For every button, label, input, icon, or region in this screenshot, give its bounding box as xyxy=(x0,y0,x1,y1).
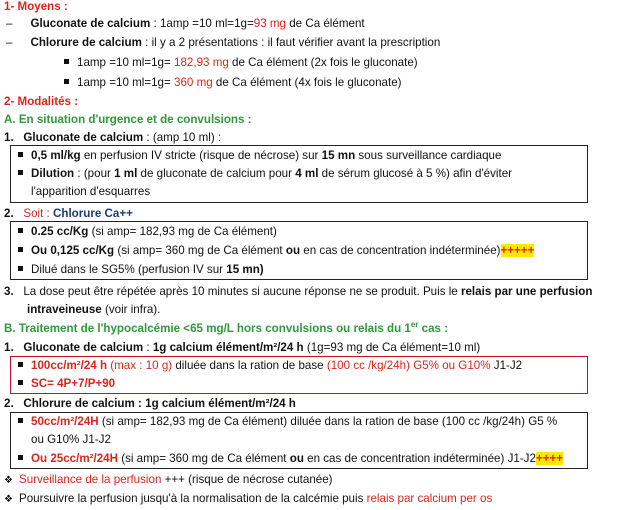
poursuivre-line: ❖ Poursuivre la perfusion jusqu'à la normalisation de la calcémie puis relais par calcium per os xyxy=(4,492,493,505)
b1-heading: 1. Gluconate de calcium : 1g calcium élément/m²/24 h (1g=93 mg de Ca élément=10 ml) xyxy=(4,341,481,354)
square-bullet-icon xyxy=(18,170,23,175)
dash-bullet: – xyxy=(6,36,13,49)
diamond-bullet-icon: ❖ xyxy=(4,494,13,505)
b1-bullet-1: 100cc/m²/24 h (max : 10 g) diluée dans la ration de base (100 cc /kg/24h) G5% ou G10% J1-J2 xyxy=(18,359,522,373)
a2-bullet-1: 0.25 cc/Kg (si amp= 182,93 mg de Ca élément) xyxy=(18,225,277,239)
section-b-title: B. Traitement de l'hypocalcémie <65 mg/L hors convulsions ou relais du 1er cas : xyxy=(4,320,449,335)
a3-line: 3. La dose peut être répétée après 10 minutes si aucune réponse ne se produit. Puis le relais par une perfusion xyxy=(4,285,593,298)
square-bullet-icon xyxy=(18,455,23,460)
b2-bullet-1-cont: ou G10% J1-J2 xyxy=(31,433,111,446)
a2-bullet-2: Ou 0,125 cc/Kg (si amp= 360 mg de Ca élément ou en cas de concentration indéterminée)+++++ xyxy=(18,244,534,258)
chlorure-presentation-2: 1amp =10 ml=1g= 360 mg de Ca élément (4x fois le gluconate) xyxy=(64,76,402,90)
a1-bullet-dose: 0,5 ml/kg en perfusion IV stricte (risque de nécrose) sur 15 mn sous surveillance cardiaque xyxy=(18,149,501,163)
a2-heading: 2. Soit : Chlorure Ca++ xyxy=(4,207,133,220)
a2-bullet-3: Dilué dans le SG5% (perfusion IV sur 15 mn) xyxy=(18,263,264,277)
surveillance-line: ❖ Surveillance de la perfusion +++ (risque de nécrose cutanée) xyxy=(4,473,333,486)
b1-bullet-2: SC= 4P+7/P+90 xyxy=(18,377,115,391)
square-bullet-icon xyxy=(18,380,23,385)
square-bullet-icon xyxy=(18,418,23,423)
square-bullet-icon xyxy=(18,266,23,271)
b2-bullet-1: 50cc/m²/24H (si amp= 182,93 mg de Ca élément) diluée dans la ration de base (100 cc /kg/24h) G5 % xyxy=(18,415,557,429)
square-bullet-icon xyxy=(18,247,23,252)
section-a-title: A. En situation d'urgence et de convulsions : xyxy=(4,113,252,126)
square-bullet-icon xyxy=(18,152,23,157)
a3-line-cont: intraveineuse (voir infra). xyxy=(27,303,161,316)
b2-bullet-2: Ou 25cc/m²/24H (si amp= 360 mg de Ca élément ou en cas de concentration indéterminée) J1-J2++++ xyxy=(18,452,563,466)
chlorure-presentation-1: 1amp =10 ml=1g= 182,93 mg de Ca élément (2x fois le gluconate) xyxy=(64,56,418,70)
square-bullet-icon xyxy=(64,79,69,84)
moyens-item-chlorure: – Chlorure de calcium : il y a 2 présentations : il faut vérifier avant la prescription xyxy=(6,36,441,49)
diamond-bullet-icon: ❖ xyxy=(4,475,13,486)
section-2-title: 2- Modalités : xyxy=(4,95,79,108)
dash-bullet: – xyxy=(6,17,13,30)
a1-bullet-dilution: Dilution : (pour 1 ml de gluconate de calcium pour 4 ml de sérum glucosé à 5 %) afin d'éviter xyxy=(18,167,512,181)
moyens-item-gluconate: – Gluconate de calcium : 1amp =10 ml=1g=93 mg de Ca élément xyxy=(6,17,365,30)
b2-heading: 2. Chlorure de calcium : 1g calcium élément/m²/24 h xyxy=(4,397,296,410)
square-bullet-icon xyxy=(18,362,23,367)
a1-bullet-dilution-cont: l'apparition d'esquarres xyxy=(31,185,151,198)
a1-heading: 1. Gluconate de calcium : (amp 10 ml) : xyxy=(4,131,222,144)
square-bullet-icon xyxy=(18,228,23,233)
square-bullet-icon xyxy=(64,59,69,64)
section-1-title: 1- Moyens : xyxy=(4,0,68,13)
